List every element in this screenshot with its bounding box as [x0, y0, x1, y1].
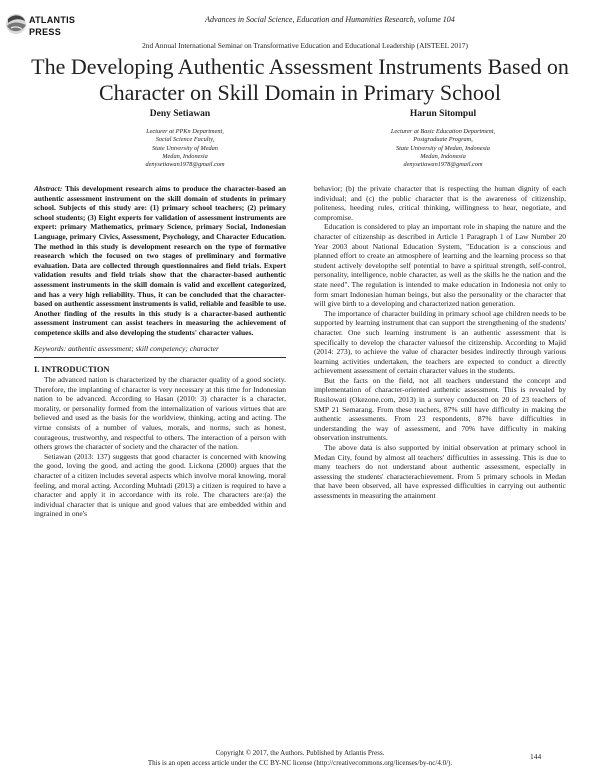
- author-2-affiliation: Lecturer at Basic Education Department, Postgraduate Program, State University of Medan, Indonesia Medan, Indonesia denysetiawan1978@gmail.com: [390, 128, 496, 169]
- body-paragraph: behavior; (b) the private character that is respecting the human dignity of each individual; and (c) the public character that is the awareness of citizenship, politeness, heeding rules, critical thinking, willingness to hear, negotiate, and compromise.: [314, 184, 566, 222]
- author-2-name: Harun Sitompul: [409, 109, 477, 119]
- copyright-footer: Copyright © 2017, the Authors. Published by Atlantis Press. This is an open access article under the CC BY-NC license (http://creativecommons.org/licenses/by-nc/4.0/).: [147, 749, 453, 767]
- section-divider: [34, 357, 286, 358]
- abstract: Abstract: This development research aims to produce the character-based an authentic assessment instrument on the skill domain of students in primary school. Subjects of this study are: (1) primary school teachers; (2) primary school students; (3) Eight experts for validation of assessment instruments are expert: primary Mathematics, primary Science, primary Social, Indonesian Language, primary Civics, Assessment, Psychology, and Character Education. The method in this study is development research on the type of formative reasearch which the focused on two stages of preliminary and formative evaluation. Data are collected through questionnaires and field trials. Expert validation results and field trials show that the character-based authentic assessment instruments in the skill domain is valid and excellent categorized, and has a very high reliability. Thus, it can be concluded that the character-based on authentic assessment instruments is valid, reliable and feasible to use. Another finding of the results in this study is a character-based authentic assessment instrument can assist teachers in measuring the achievement of competence skills and also developing the students' character values.: [34, 184, 286, 337]
- body-paragraph: But the facts on the field, not all teachers understand the concept and implementation of character-oriented authentic assessment. This is revealed by Rusilowati (Okezone.com, 2013) in a survey conducted on 20 of 23 teachers of SMP 21 Semarang. From these teachers, 87% still have difficulty in making the authentic assessments. From 23 respondents, 87% have difficulties in understanding the way of assessment, and 70% have difficulty in making observation instruments.: [314, 375, 566, 443]
- author-1-affiliation: Lecturer at PPKn Department, Social Science Faculty, State University of Medan Medan, Indonesia denysetiawan1978@gmail.com: [145, 128, 225, 169]
- running-head: Advances in Social Science, Education and Humanities Research, volume 104: [205, 15, 455, 24]
- body-paragraph: Setiawan (2013: 137) suggests that good character is concerned with knowing the good, loving the good, and acting the good. Lickona (2000) argues that the character of a citizen includes several aspects which involve moral knowing, moral feeling, and moral acting. According Muhtadi (2013) a citizen is required to have a character and apply it in accordance with its role. The characters are:(a) the individual character that is unique and good values that are embedded within and ingrained in one's: [34, 451, 286, 519]
- body-paragraph: The above data is also supported by initial observation at primary school in Medan City, found by almost all teachers' difficulties in assessing. This is due to many teachers do not understand about authentic assessment, especially in assessing the students' characterachievement. From 5 primary schools in Medan that have been observed, all have expressed difficulties in carrying out authentic assessments in measuring the attainment: [314, 443, 566, 500]
- left-column: [34, 184, 286, 519]
- body-paragraph: The advanced nation is characterized by the character quality of a good society. Therefore, the implanting of character is very necessary at this time for Indonesian nation to be advanced. According to Hasan (2010: 3) character is a character, morality, or personality formed from the internalization of various virtues that are believed and used as the basis for the worldview, thinking, acting and acting. The virtue consists of a number of values, morals, and norms, such as honest, courageous, trustworthy, and respectful to others. The interaction of a person with others grows the character of society and the character of the nation.: [34, 375, 286, 452]
- atlantis-logo-icon: [5, 12, 27, 36]
- right-column: [314, 184, 566, 501]
- body-paragraph: The importance of character building in primary school age children needs to be supported by learning instrument that can support the strengthening of the students' character. One such learning instrument is an authentic assessment that is specifically to develop the character valuesof the citizenship. According to Majid (2014: 273), to achieve the value of character besides indirectly through various learning activities undertaken, the teachers are expected to conduct a directly achievement assessment of certain character values in the students.: [314, 308, 566, 376]
- paper-title: The Developing Authentic Assessment Instruments Based on Character on Skill Domain in Primary School: [31, 54, 569, 105]
- section-heading: I. INTRODUCTION: [34, 364, 110, 375]
- conference-line: 2nd Annual International Seminar on Transformative Education and Educational Leadership (AISTEEL 2017): [142, 41, 468, 50]
- author-1-name: Deny Setiawan: [149, 109, 211, 119]
- keywords: Keywords: authentic assessment; skill competency; character: [34, 343, 219, 353]
- page-number: 144: [530, 752, 542, 761]
- logo-wordmark: ATLANTIS PRESS: [29, 15, 76, 37]
- atlantis-press-logo: [5, 11, 76, 45]
- body-paragraph: Education is considered to play an important role in shaping the nature and the character of citizenship as described in Article 1 Paragraph 1 of Law Number 20 Year 2003 about National Education System, "Education is a conscious and planned effort to create an atmosphere of learning and the learning process so that student actively developthe self potential to have a spiritual strength, self-control, personality, intelligence, noble character, as well as the skills he the nation and the state need". The regulation is intended to make education in Indonesia not only to form smart Indonesian human beings, but also the personality or the character that will give birth to a developing and characterized nation generation.: [314, 222, 566, 309]
